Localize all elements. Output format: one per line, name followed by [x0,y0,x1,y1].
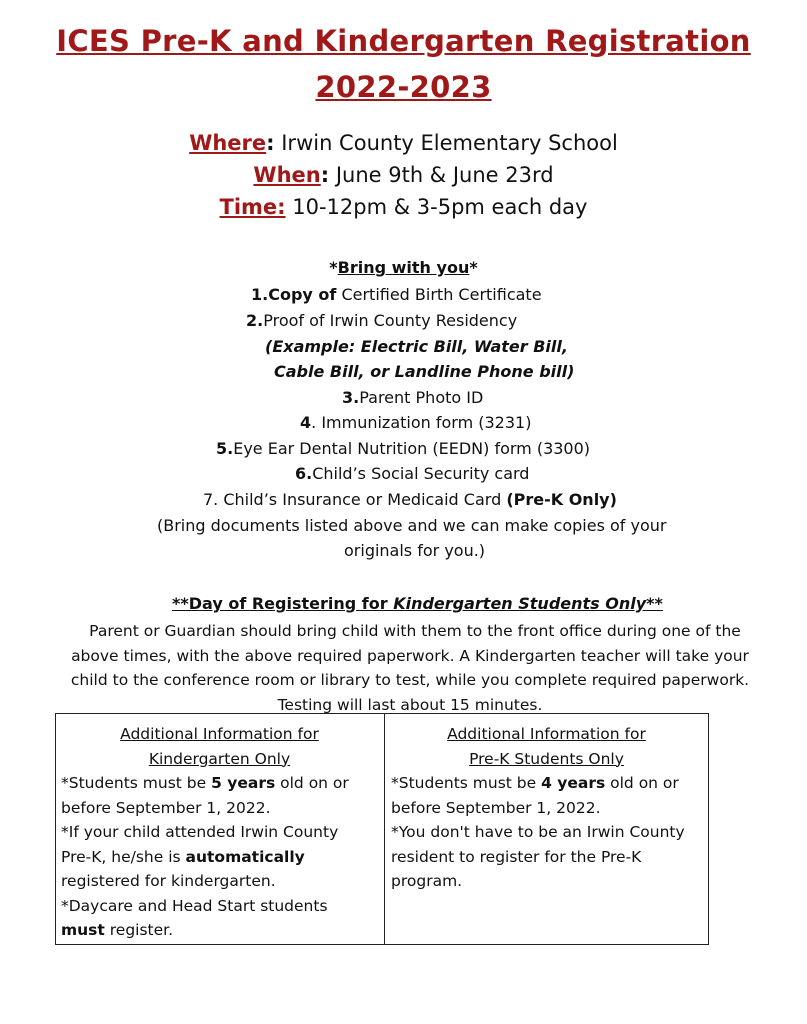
when-line: When: June 9th & June 23rd [253,163,554,187]
bring-item-3: 3.Parent Photo ID [342,388,484,407]
kindergarten-info-heading-1: Additional Information for [120,725,319,743]
when-value: June 9th & June 23rd [329,163,554,187]
bring-note-2: originals for you.) [344,541,486,560]
registering-line-2: above times, with the above required paperwork. A Kindergarten teacher will take your [71,646,749,665]
prek-resident-line-3: program. [391,872,463,890]
bring-item-7: 7. Child’s Insurance or Medicaid Card (Pre-K Only) [203,490,617,509]
kindergarten-daycare-line-2: must register. [61,921,174,939]
registering-line-4: Testing will last about 15 minutes. [277,696,543,715]
prek-age-line: *Students must be 4 years old on or [391,774,679,792]
where-label: Where [189,131,267,155]
bring-item-5: 5.Eye Ear Dental Nutrition (EEDN) form (3300) [216,439,591,458]
bring-example-1: (Example: Electric Bill, Water Bill, [265,337,568,356]
kindergarten-date-line: before September 1, 2022. [61,798,271,817]
bring-example-2: Cable Bill, or Landline Phone bill) [274,362,575,381]
kindergarten-age-line: *Students must be 5 years old on or [61,774,349,792]
registering-paragraph [58,619,762,718]
kindergarten-prek-line-1: *If your child attended Irwin County [61,823,339,841]
bring-item-4: 4. Immunization form (3231) [300,413,532,432]
additional-info-table [55,713,709,945]
page-title-line1: ICES Pre-K and Kindergarten Registration [56,24,751,58]
time-value: 10-12pm & 3-5pm each day [285,195,588,219]
prek-resident-line-2: resident to register for the Pre-K [391,847,642,866]
registering-heading: **Day of Registering for Kindergarten Students Only** [172,594,663,613]
registering-line-3: child to the conference room or library to test, while you complete required paperwork. [70,671,750,690]
bring-item-6: 6.Child’s Social Security card [295,464,530,483]
kindergarten-info-heading-2: Kindergarten Only [148,749,291,768]
time-label: Time: [219,195,286,219]
prek-resident-line-1: *You don't have to be an Irwin County [391,823,685,841]
kindergarten-daycare-line-1: *Daycare and Head Start students [61,896,328,915]
kindergarten-info-cell [56,714,385,944]
prek-info-heading-1: Additional Information for [447,725,646,743]
bring-heading: *Bring with you* [329,258,478,277]
prek-info-heading-2: Pre-K Students Only [469,749,624,768]
when-label: When [253,163,321,187]
where-value: Irwin County Elementary School [274,131,618,155]
kindergarten-prek-line-3: registered for kindergarten. [61,872,276,890]
registering-line-1: Parent or Guardian should bring child with them to the front office during one of the [89,622,741,640]
where-line: Where: Irwin County Elementary School [189,131,618,155]
time-line [0,195,807,219]
prek-date-line: before September 1, 2022. [391,798,601,817]
kindergarten-prek-line-2: Pre-K, he/she is automatically [61,847,305,866]
bring-item-2: 2.Proof of Irwin County Residency [246,311,518,330]
prek-info-cell [385,714,708,944]
page-title-year: 2022-2023 [315,70,492,104]
bring-note-1: (Bring documents listed above and we can make copies of your [157,516,667,535]
bring-item-1: 1.Copy of Certified Birth Certificate [251,285,542,304]
